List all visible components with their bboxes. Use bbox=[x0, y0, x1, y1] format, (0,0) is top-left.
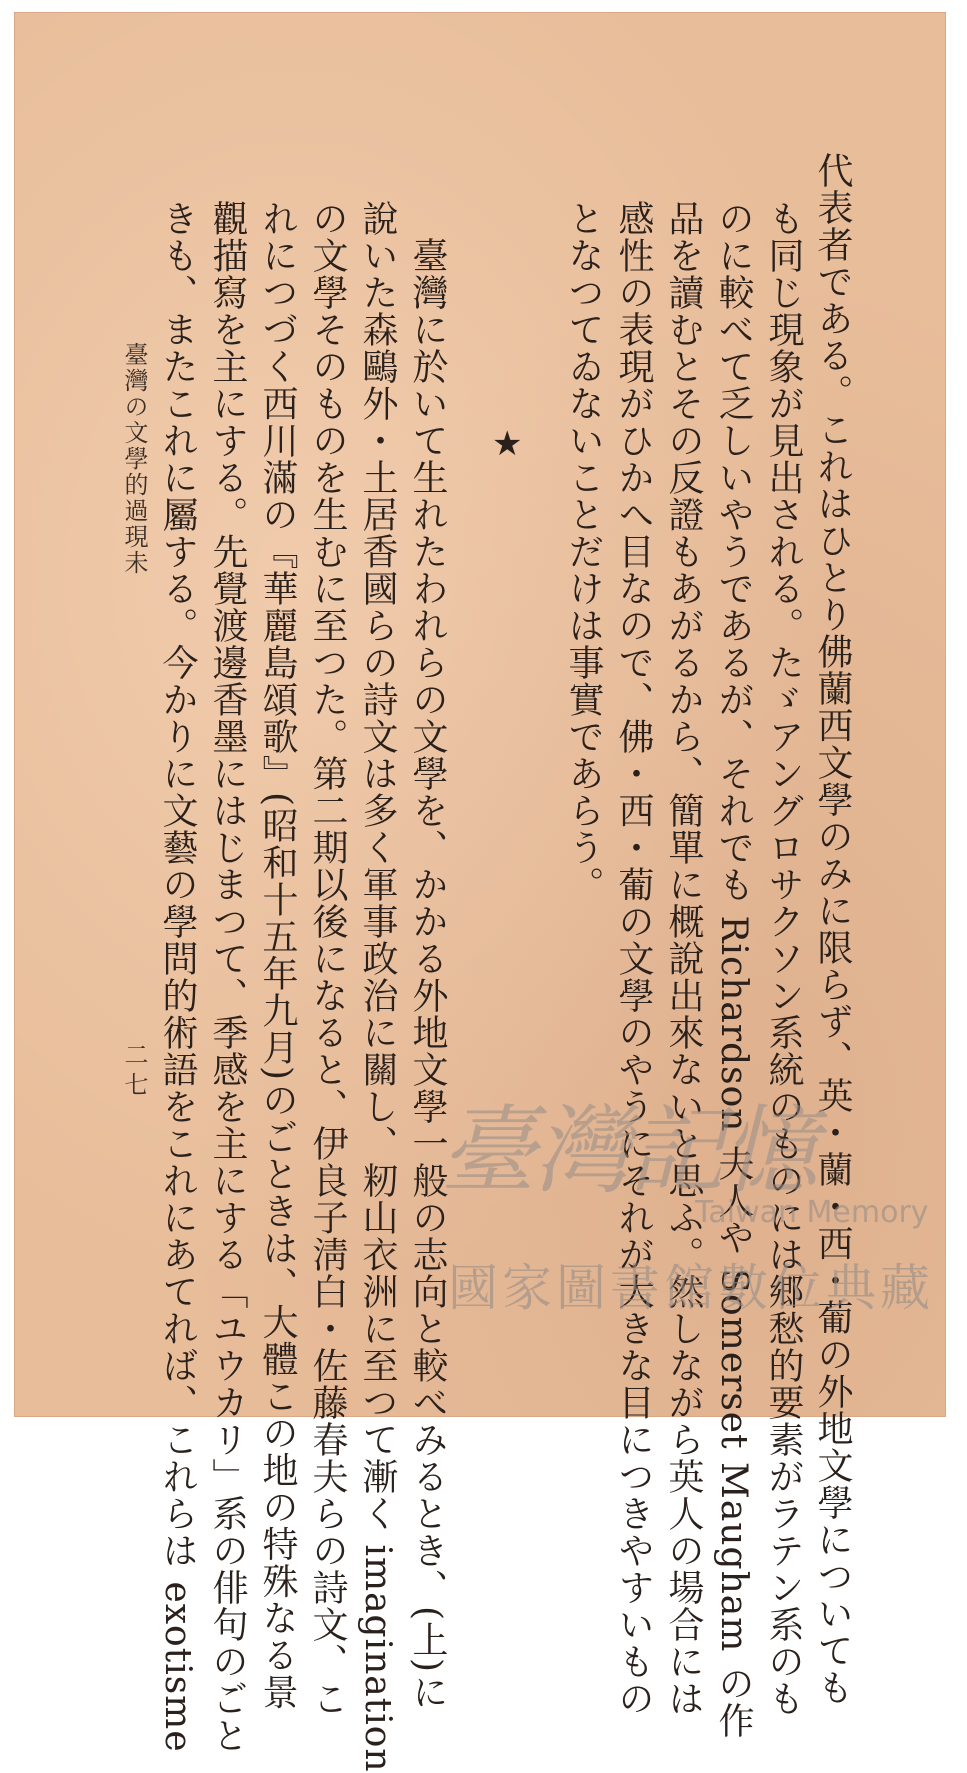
watermark-script: 臺灣記憶 bbox=[440, 1095, 816, 1207]
watermark-chinese: 國家圖書館數位典藏 bbox=[448, 1259, 934, 1317]
running-head: 臺灣の文學的過現未 bbox=[120, 342, 148, 576]
text-column: 說いた森鷗外・土居香國らの詩文は多く軍事政治に關し、籾山衣洲に至つて漸く imagination bbox=[357, 200, 398, 1773]
watermark-english: Taiwan Memory bbox=[695, 1195, 929, 1230]
text-column: も同じ現象が見出される。たゞアングロサクソン系統のものには郷愁的要素がラテン系のも bbox=[763, 200, 804, 1717]
text-column: 品を讀むとその反證もあがるから、簡單に概說出來ないと思ふ。然しながら英人の場合には bbox=[663, 200, 704, 1717]
text-column: 觀描寫を主にする。先覺渡邊香墨にはじまつて、季感を主にする「ユウカリ」系の俳句のごと bbox=[207, 200, 248, 1754]
text-column: 代表者である。これはひとり佛蘭西文學のみに限らず、英・蘭・西・葡の外地文學についても bbox=[812, 152, 853, 1706]
text-column: となつてゐないことだけは事實であらう。 bbox=[563, 200, 604, 903]
section-divider-star: ★ bbox=[492, 424, 523, 464]
text-column: のに較べて乏しいやうであるが、それでも Richardson 夫人や Somerset Maugham の作 bbox=[713, 200, 754, 1739]
page-number: 二七 bbox=[120, 1042, 148, 1102]
text-column: きも、またこれに屬する。今かりに文藝の學問的術語をこれにあてれば、これらは exotisme bbox=[157, 200, 198, 1753]
text-column: 臺灣に於いて生れたわれらの文學を、かかる外地文學一般の志向と較べみるとき、(上)に bbox=[407, 237, 448, 1711]
text-column: の文學そのものを生むに至つた。第二期以後になると、伊良子淸白・佐藤春夫らの詩文、こ bbox=[307, 200, 348, 1717]
text-column: 感性の表現がひかへ目なので、佛・西・葡の文學のやうにそれが大きな目につきやすいもの bbox=[613, 200, 654, 1717]
text-column: れにつづく西川滿の『華麗島頌歌』(昭和十五年九月)のごときは、大體この地の特殊なる景 bbox=[257, 200, 298, 1711]
